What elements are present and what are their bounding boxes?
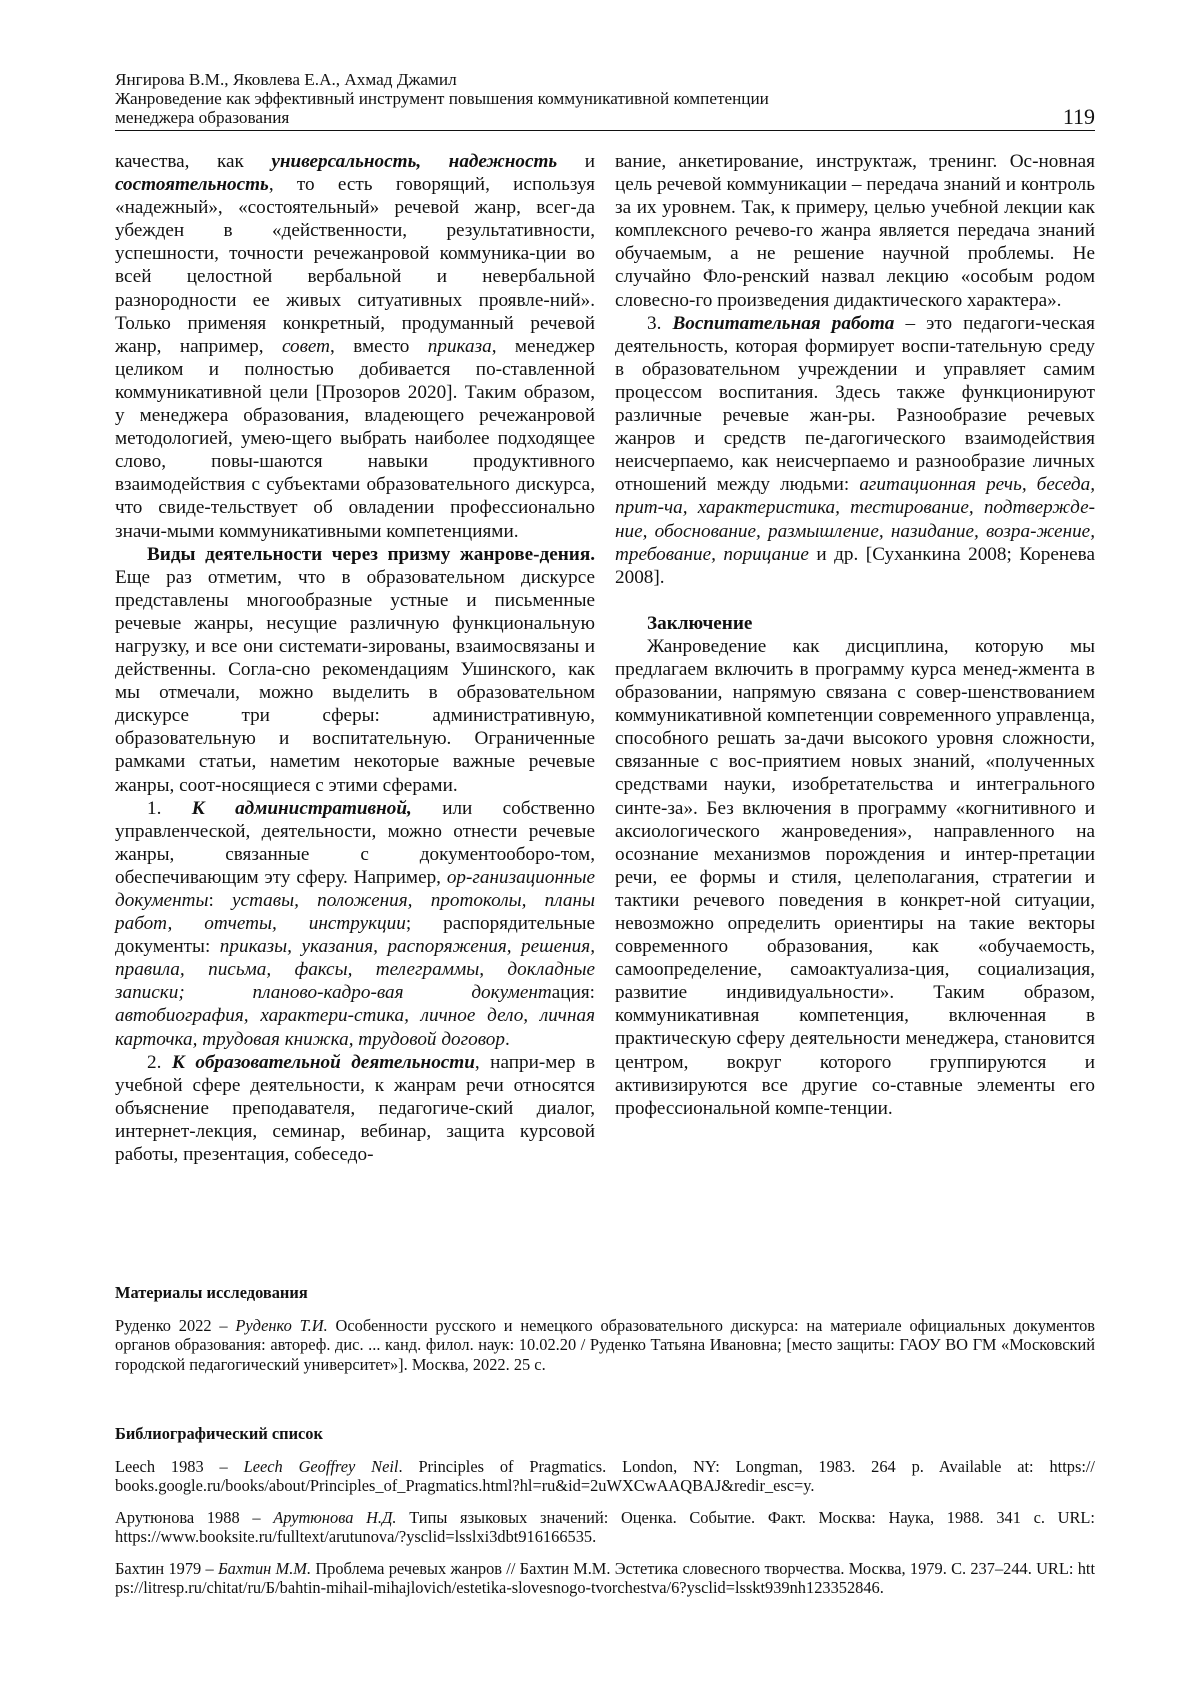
right-paragraph-1: вание, анкетирование, инструктаж, тренинг. Ос-новная цель речевой коммуникации – передача знаний и контроль за их уровнем. Так, к примеру, целью учебной лекции как комплексного речево-го жанра является передача знаний обучаемым, а не решение научной проблемы. Не случайно Фло-ренский назвал лекцию «особым родом словесно-го произведения дидактического характера». — [615, 150, 1095, 312]
header-title-line-2: менеджера образования — [115, 108, 1095, 127]
left-column — [115, 150, 595, 1166]
left-paragraph-2: Виды деятельности через призму жанрове-дения. Еще раз отметим, что в образовательном дискурсе представлены многообразные устные и письменные речевые жанры, несущие различную функциональную нагрузку, и все они системати-зированы, взаимосвязаны и действенны. Согла-сно рекомендациям Ушинского, как мы отмечали, можно выделить в образовательном дискурсе три сферы: административную, образовательную и воспитательную. Ограниченные рамками статьи, наметим некоторые важные речевые жанры, соот-носящиеся с этими сферами. — [115, 543, 595, 797]
bibliography-entry-bakhtin: Бахтин 1979 – Бахтин М.М. Проблема речевых жанров // Бахтин М.М. Эстетика словесного творчества. Москва, 1979. С. 237–244. URL: https://litresp.ru/chitat/ru/Б/bahtin-mihail-mihajlovich/estetika-slovesnogo-tvorchestva/6?ysclid=lsskt939nh123352846. — [115, 1559, 1095, 1598]
left-paragraph-4: 2. К образовательной деятельности, напри-мер в учебной сфере деятельности, к жанрам речи относятся объяснение преподавателя, педагогиче-ский диалог, интернет-лекция, семинар, вебинар, защита курсовой работы, презентация, собеседо- — [115, 1051, 595, 1166]
spacer — [615, 589, 1095, 612]
bibliography-section — [115, 1424, 1095, 1610]
right-paragraph-2: 3. Воспитательная работа – это педагоги-ческая деятельность, которая формирует воспи-тательную среду в образовательном учреждении и управляет самим процессом воспитания. Здесь также функционируют различные речевые жан-ры. Разнообразие речевых жанров и средств пе-дагогического взаимодействия неисчерпаемо, как неисчерпаемо и разнообразие личных отношений между людьми: агитационная речь, беседа, прит-ча, характеристика, тестирование, подтвержде-ние, обоснование, размышление, назидание, возра-жение, требование, порицание и др. [Суханкина 2008; Коренева 2008]. — [615, 312, 1095, 589]
left-paragraph-3: 1. К административной, или собственно управленческой, деятельности, можно отнести речевые жанры, связанные с документооборо-том, обеспечивающим эту сферу. Например, ор-ганизационные документы: уставы, положения, протоколы, планы работ, отчеты, инструкции; распорядительные документы: приказы, указания, распоряжения, решения, правила, письма, факсы, телеграммы, докладные записки; планово-кадро-вая документация: автобиография, характери-стика, личное дело, личная карточка, трудовая книжка, трудовой договор. — [115, 797, 595, 1051]
page-number: 119 — [1063, 107, 1095, 126]
materials-heading: Материалы исследования — [115, 1283, 1095, 1303]
materials-section — [115, 1283, 1095, 1386]
section-heading-activities: Виды деятельности через призму жанрове-дения. — [147, 544, 595, 565]
right-column — [615, 150, 1095, 1120]
materials-entry-rudenko: Руденко 2022 – Руденко Т.И. Особенности русского и немецкого образовательного дискурса: на материале официальных документов органов образования: автореф. дис. ... канд. филол. наук: 10.02.20 / Руденко Татьяна Ивановна; [место защиты: ГАОУ ВО ГМ «Московский городской педагогический университет»]. Москва, 2022. 25 с. — [115, 1316, 1095, 1375]
conclusion-paragraph: Жанроведение как дисциплина, которую мы предлагаем включить в программу курса менед-жмента в образовании, напрямую связана с совер-шенствованием коммуникативной компетенции современного управленца, способного решать за-дачи высокого уровня сложности, связанные с вос-приятием новых знаний, «полученных средствами науки, изобретательства и интегрального синте-за». Без включения в программу «когнитивного и аксиологического жанроведения», направленного на осознание механизмов порождения и интер-претации речи, ее формы и стиля, целеполагания, стратегии и тактики речевого поведения в конкрет-ной ситуации, невозможно определить ориентиры на такие векторы современного образования, как «обучаемость, самоопределение, самоактуализа-ция, социализация, развитие индивидуальности». Таким образом, коммуникативная компетенция, включенная в практическую сферу деятельности менеджера, становится центром, вокруг которого группируются и активизируются все другие со-ставные элементы его профессиональной компе-тенции. — [615, 635, 1095, 1120]
header-authors: Янгирова В.М., Яковлева Е.А., Ахмад Джамил — [115, 70, 1095, 89]
header-title-line-1: Жанроведение как эффективный инструмент повышения коммуникативной компетенции — [115, 89, 1095, 108]
left-paragraph-1: качества, как универсальность, надежность и состоятельность, то есть говорящий, используя «надежный», «состоятельный» речевой жанр, всег-да убежден в «действенности, результативности, успешности, точности речежанровой коммуника-ции во всей целостной вербальной и невербальной разнородности ее живых ситуативных проявле-ний». Только применяя конкретный, продуманный речевой жанр, например, совет, вместо приказа, менеджер целиком и полностью добивается по-ставленной коммуникативной цели [Прозоров 2020]. Таким образом, у менеджера образования, владеющего речежанровой методологией, умею-щего выбрать наиболее подходящее слово, повы-шаются навыки продуктивного взаимодействия с субъектами образовательного дискурса, что свиде-тельствует об овладении профессионально значи-мыми коммуникативными компетенциями. — [115, 150, 595, 543]
conclusion-heading: Заключение — [615, 612, 1095, 635]
bibliography-entry-arutyunova: Арутюнова 1988 – Арутюнова Н.Д. Типы языковых значений: Оценка. Событие. Факт. Москва: Наука, 1988. 341 с. URL: https://www.booksite.ru/fulltext/arutunova/?ysclid=lsslxi3dbt916166535. — [115, 1508, 1095, 1547]
bibliography-heading: Библиографический список — [115, 1424, 1095, 1444]
header-rule — [115, 130, 1095, 131]
running-header — [115, 70, 1095, 127]
bibliography-entry-leech: Leech 1983 – Leech Geoffrey Neil. Principles of Pragmatics. London, NY: Longman, 1983. 264 p. Available at: https:// books.google.ru/books/about/Principles_of_Pragmatics.html?hl=ru&id=2uWXCwAAQBAJ&redir_esc=y. — [115, 1457, 1095, 1496]
